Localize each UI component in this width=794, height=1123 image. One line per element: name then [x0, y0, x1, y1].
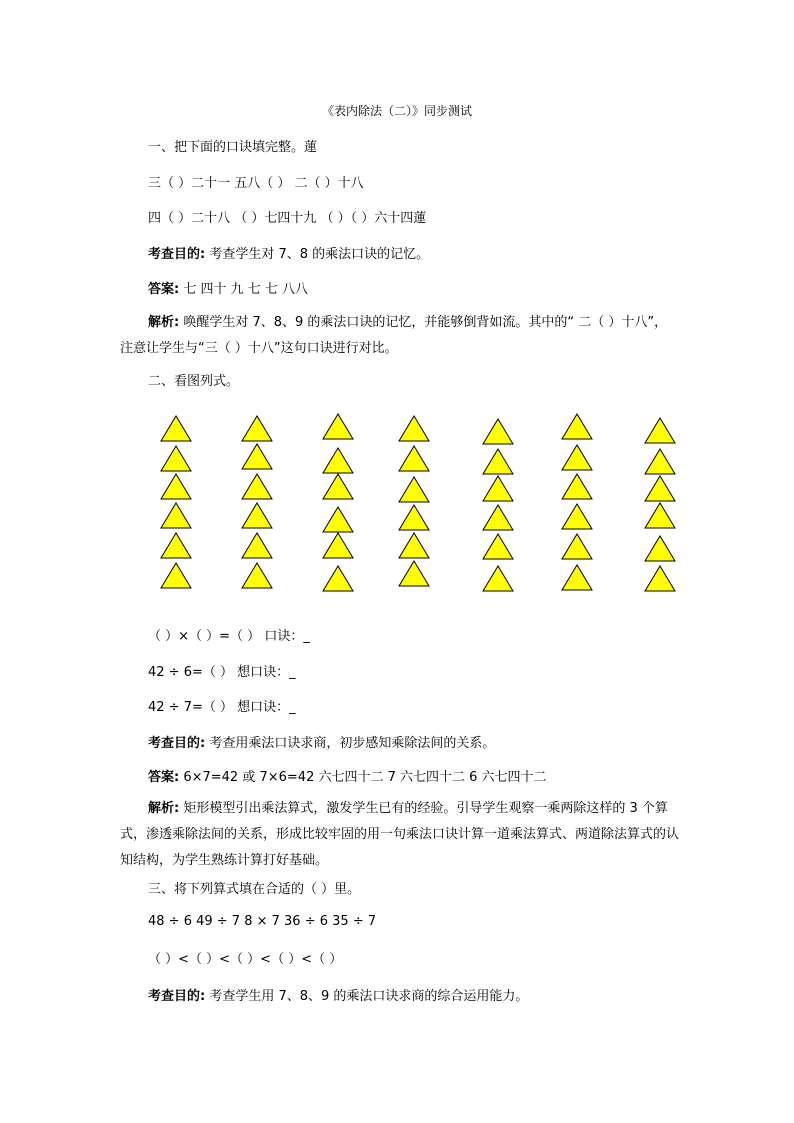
analysis-label: 解析: [148, 801, 180, 816]
triangle-icon [323, 448, 353, 473]
triangle-icon [645, 536, 675, 561]
q2-analysis [120, 796, 680, 874]
triangle-icon [562, 565, 592, 590]
triangle-icon [562, 445, 592, 470]
q2-answer [148, 766, 547, 785]
q3-heading: 三、将下列算式填在合适的（ ）里。 [148, 882, 361, 897]
triangle-icon [242, 444, 272, 469]
q2-purpose [148, 732, 495, 751]
q1-answer [148, 278, 308, 297]
triangle-icon [161, 446, 191, 471]
triangle-icon [161, 474, 191, 499]
triangle-icon [242, 533, 272, 558]
answer-text: 七 四十 九 七 七 八八 [179, 282, 308, 297]
triangle-icon [645, 476, 675, 501]
q2-eq1: （ ）×（ ）=（ ） 口诀：_ [148, 629, 310, 644]
triangle-icon [562, 474, 592, 499]
q3-order: （ ）<（ ）<（ ）<（ ）<（ ） [148, 952, 343, 967]
triangle-icon [161, 533, 191, 558]
purpose-text: 考查用乘法口诀求商，初步感知乘除法间的关系。 [205, 736, 496, 751]
triangle-icon [399, 505, 429, 530]
triangle-icon [562, 534, 592, 559]
q1-analysis [120, 310, 680, 362]
triangle-icon [483, 566, 513, 591]
q1-purpose [148, 243, 429, 262]
q3-purpose [148, 985, 528, 1004]
document-title: 《表内除法（二）》同步测试 [321, 104, 472, 118]
answer-label: 答案: [148, 770, 180, 785]
analysis-text: 矩形模型引出乘法算式，激发学生已有的经验。引导学生观察一乘两除这样的 3 个算式，渗透乘除法间的关系，形成比较牢固的用一句乘法口诀计算一道乘法算式、两道除法算式的认知结构，为学生熟练计算打好基础。 [120, 801, 680, 868]
q1-row1: 三（ ）二十一 五八（ ） 二（ ）十八 [148, 176, 364, 191]
triangle-icon [483, 534, 513, 559]
triangle-icon [323, 414, 353, 439]
triangle-icon [323, 474, 353, 499]
triangle-icon [242, 474, 272, 499]
q2-eq2: 42 ÷ 6=（ ） 想口诀：_ [148, 665, 296, 680]
triangle-icon [399, 477, 429, 502]
answer-label: 答案: [148, 282, 180, 297]
triangle-icon [645, 566, 675, 591]
purpose-label: 考查目的: [148, 989, 206, 1004]
triangle-icon [399, 446, 429, 471]
triangle-icon [562, 504, 592, 529]
q2-eq3: 42 ÷ 7=（ ） 想口诀：_ [148, 700, 296, 715]
triangle-icon [161, 416, 191, 441]
triangle-icon [562, 414, 592, 439]
triangle-icon [323, 533, 353, 558]
triangle-icon [323, 566, 353, 591]
triangle-icon [242, 563, 272, 588]
triangle-icon [323, 507, 353, 532]
triangle-icon [645, 449, 675, 474]
triangle-icon [242, 503, 272, 528]
q1-heading: 一、把下面的口诀填完整。蓮 [148, 140, 318, 155]
triangle-icon [483, 476, 513, 501]
q2-heading: 二、看图列式。 [148, 374, 240, 389]
triangle-icon [645, 503, 675, 528]
triangle-icon [483, 505, 513, 530]
analysis-label: 解析: [148, 315, 180, 330]
analysis-text: 唤醒学生对 7、8、9 的乘法口诀的记忆，并能够倒背如流。其中的“ 二（ ）十八”，注意让学生与“三（ ）十八”这句口诀进行对比。 [120, 315, 668, 356]
triangle-icon [161, 503, 191, 528]
purpose-text: 考查学生用 7、8、9 的乘法口诀求商的综合运用能力。 [205, 989, 529, 1004]
q1-row2: 四（ ）二十八 （ ）七四十九 （ ）（ ）六十四蓮 [148, 211, 427, 226]
purpose-label: 考查目的: [148, 247, 206, 262]
triangle-icon [242, 416, 272, 441]
triangle-icon [399, 561, 429, 586]
purpose-text: 考查学生对 7、8 的乘法口诀的记忆。 [205, 247, 430, 262]
triangle-icon [399, 416, 429, 441]
triangle-icon [483, 419, 513, 444]
triangle-icon [645, 418, 675, 443]
purpose-label: 考查目的: [148, 736, 206, 751]
q3-exprs: 48 ÷ 6 49 ÷ 7 8 × 7 36 ÷ 6 35 ÷ 7 [148, 914, 377, 929]
triangle-icon [483, 449, 513, 474]
triangle-icon [399, 533, 429, 558]
answer-text: 6×7=42 或 7×6=42 六七四十二 7 六七四十二 6 六七四十二 [179, 770, 547, 785]
triangle-icon [161, 563, 191, 588]
